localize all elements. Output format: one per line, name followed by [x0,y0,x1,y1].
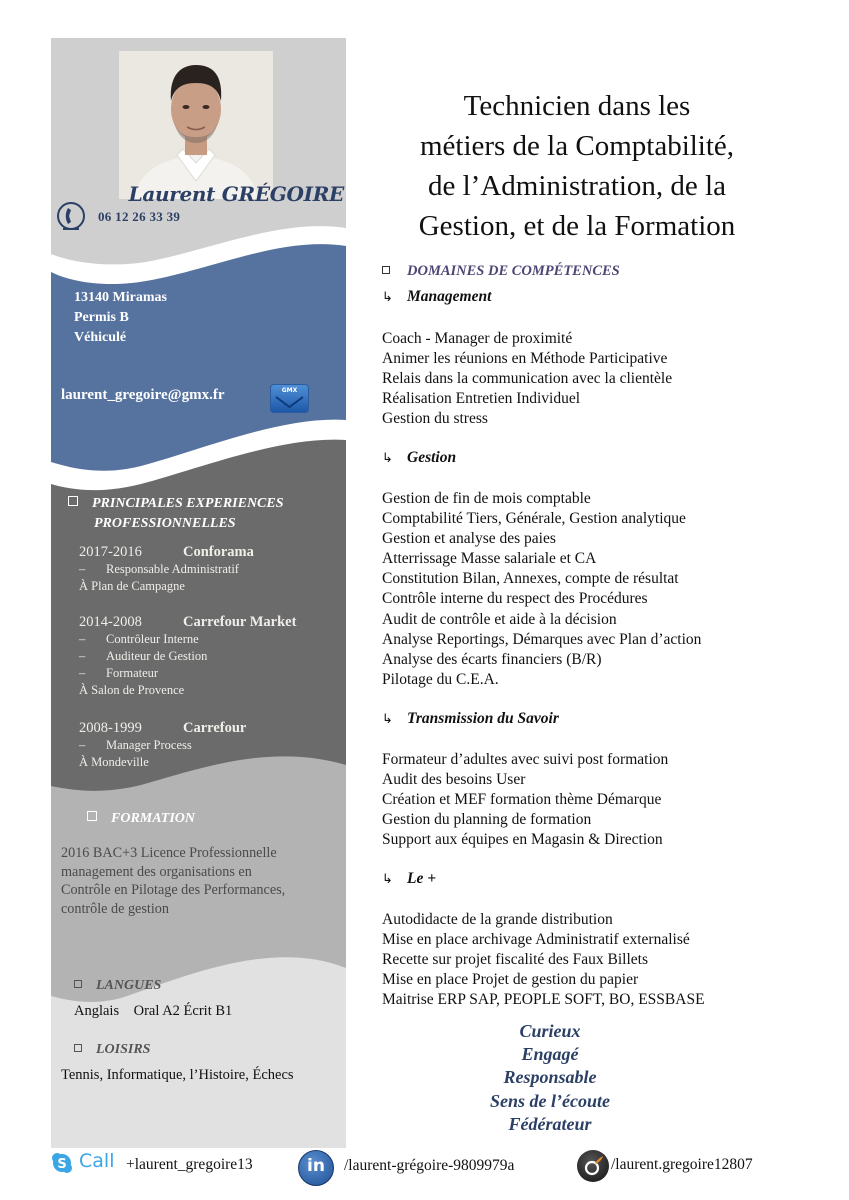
langues-text: Anglais Oral A2 Écrit B1 [74,1003,233,1019]
qualities-list [420,1020,680,1136]
arrow-bullet-icon: ↳ [382,871,393,886]
profile-photo [119,51,273,199]
section-transmission: ↳ Transmission du Savoir [382,710,559,727]
list-item: Maitrise ERP SAP, PEOPLE SOFT, BO, ESSBASE [382,991,705,1009]
driving-license: Permis B [74,310,129,325]
arrow-bullet-icon: ↳ [382,289,393,304]
linkedin-handle[interactable]: /laurent-grégoire-9809979a [344,1157,515,1174]
vehicle: Véhiculé [74,330,127,345]
list-item: Analyse Reportings, Démarques avec Plan d’action [382,630,702,648]
section-le-plus: ↳ Le + [382,870,437,887]
skype-handle[interactable]: +laurent_gregoire13 [126,1156,253,1173]
quality: Curieux [519,1021,581,1041]
svg-text:S: S [57,1157,67,1172]
sidebar [51,38,346,1148]
formation-details: 2016 BAC+3 Licence Professionnelle management des organisations en Contrôle en Pilotage des Performances, contrôle de gestion [61,845,286,917]
viadeo-icon [577,1150,609,1182]
list-item: Pilotage du C.E.A. [382,670,499,688]
checkbox-bullet-icon [74,980,82,988]
gestion-list [382,489,701,690]
section-management: ↳ Management [382,288,492,305]
list-item: Gestion du stress [382,410,488,428]
management-list [382,329,672,429]
list-item: Réalisation Entretien Individuel [382,390,581,408]
telephone-handset-icon [55,200,87,238]
list-item: Contrôle interne du respect des Procédures [382,590,648,608]
checkbox-bullet-icon [382,266,390,274]
list-item: Mise en place Projet de gestion du papier [382,971,639,989]
phone-number[interactable]: 06 12 26 33 39 [98,209,181,224]
list-item: Création et MEF formation thème Démarque [382,791,662,809]
list-item: Coach - Manager de proximité [382,330,573,347]
quality: Responsable [503,1067,597,1088]
list-item: Gestion et analyse des paies [382,530,556,548]
quality: Sens de l’écoute [490,1090,610,1111]
transmission-list [382,750,668,850]
page-title: Technicien dans les métiers de la Comptabilité, de l’Administration, de la Gestion, et de la Formation [418,90,736,242]
experience-item: 2017-2016 Conforama – Responsable Administratif À Plan de Campagne [79,544,254,593]
arrow-bullet-icon: ↳ [382,450,393,465]
list-item: Formateur d’adultes avec suivi post formation [382,751,669,768]
list-item: Gestion du planning de formation [382,811,592,829]
list-item: Gestion de fin de mois comptable [382,490,591,507]
checkbox-bullet-icon [74,1044,82,1052]
loisirs-text: Tennis, Informatique, l’Histoire, Échecs [61,1067,294,1083]
experience-item: 2008-1999 Carrefour – Manager Process À Mondeville [79,720,247,769]
address: 13140 Miramas [74,290,167,305]
list-item: Autodidacte de la grande distribution [382,911,613,928]
skype-call-label: Call [79,1150,115,1172]
quality: Fédérateur [508,1113,592,1134]
experience-item: 2014-2008 Carrefour Market – Contrôleur Interne – Auditeur de Gestion – Formateur À Salon de Provence [79,614,297,697]
list-item: Relais dans la communication avec la clientèle [382,370,673,388]
list-item: Audit de contrôle et aide à la décision [382,610,617,628]
experiences-heading: PRINCIPALES EXPERIENCES PROFESSIONNELLES [68,494,284,534]
list-item: Atterrissage Masse salariale et CA [382,550,597,568]
linkedin-icon: in [298,1150,334,1186]
domains-heading: DOMAINES DE COMPÉTENCES [382,263,620,280]
checkbox-bullet-icon [68,496,78,506]
list-item: Support aux équipes en Magasin & Direction [382,831,663,849]
langues-heading: LANGUES [74,976,161,996]
viadeo-handle[interactable]: /laurent.gregoire12807 [611,1156,753,1173]
list-item: Constitution Bilan, Annexes, compte de résultat [382,570,679,588]
formation-heading: FORMATION [87,809,195,829]
loisirs-heading: LOISIRS [74,1040,150,1060]
gmx-mail-icon[interactable]: GMX [270,384,309,413]
quality: Engagé [521,1044,579,1065]
candidate-name: Laurent GRÉGOIRE [128,182,344,206]
list-item: Animer les réunions en Méthode Participative [382,350,668,368]
list-item: Recette sur projet fiscalité des Faux Billets [382,951,649,969]
list-item: Audit des besoins User [382,771,526,789]
skype-icon [51,1152,73,1174]
list-item: Comptabilité Tiers, Générale, Gestion analytique [382,510,686,528]
le-plus-list [382,910,705,1010]
list-item: Analyse des écarts financiers (B/R) [382,650,602,668]
checkbox-bullet-icon [87,811,97,821]
arrow-bullet-icon: ↳ [382,711,393,726]
section-gestion: ↳ Gestion [382,449,457,466]
list-item: Mise en place archivage Administratif externalisé [382,931,690,949]
email-link[interactable]: laurent_gregoire@gmx.fr [61,387,225,403]
